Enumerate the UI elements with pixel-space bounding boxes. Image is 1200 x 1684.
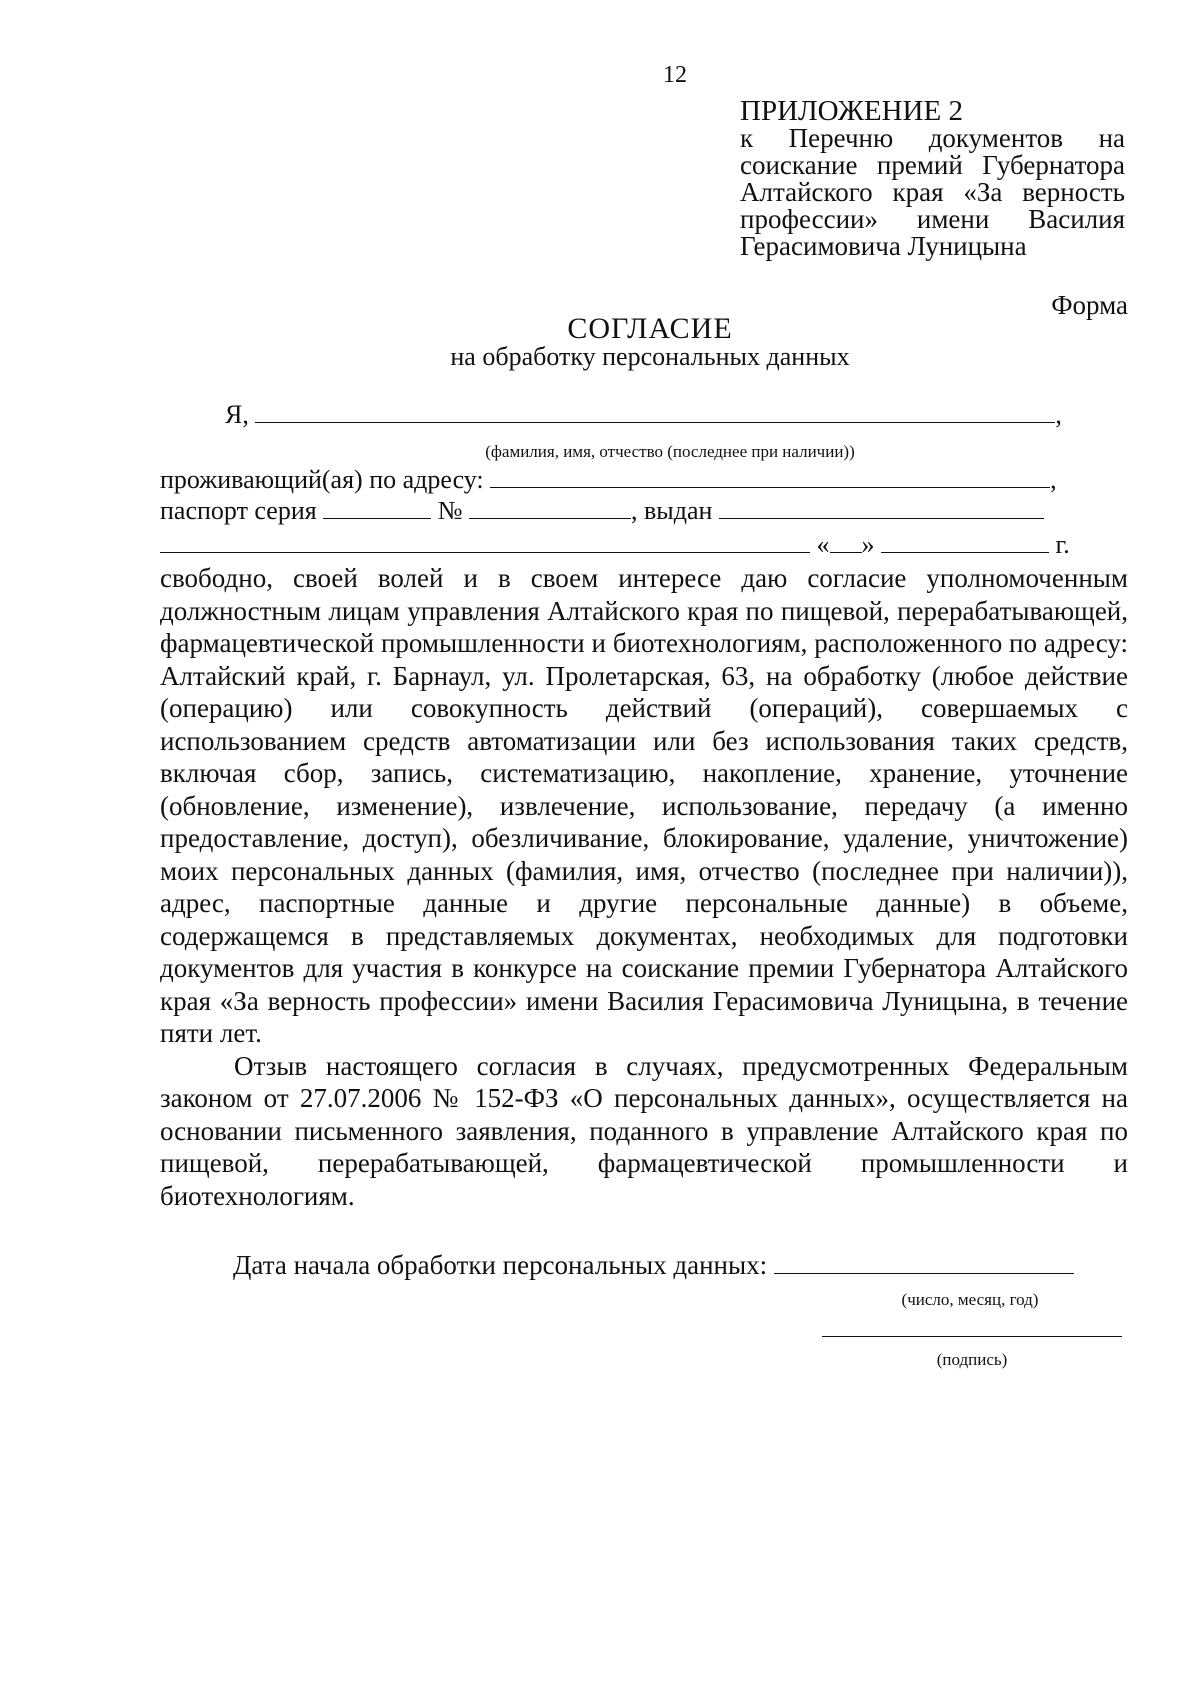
address-comma: , (1050, 465, 1057, 494)
passport-number-label: № (437, 496, 463, 525)
passport-series-label: паспорт серия (160, 496, 317, 525)
fio-hint: (фамилия, имя, отчество (последнее при наличии)) (485, 442, 855, 461)
date-hint: (число, месяц, год) (901, 1290, 1039, 1309)
start-date-line[interactable] (774, 1272, 1074, 1274)
i-label: Я, (225, 400, 249, 429)
appendix-block (740, 95, 1125, 261)
fio-row (225, 400, 1062, 430)
issue-month-year-line[interactable] (881, 551, 1049, 553)
address-label: проживающий(ая) по адресу: (160, 465, 484, 494)
signature-line[interactable] (822, 1336, 1122, 1337)
fio-comma: , (1055, 400, 1062, 429)
passport-number-line[interactable] (469, 517, 631, 519)
passport-row (160, 496, 1044, 526)
address-row (160, 465, 1057, 495)
document-subtitle: на обработку персональных данных (450, 342, 850, 371)
quote-close: » (861, 530, 875, 559)
appendix-text: к Перечню документов на соискание премий Губернатора Алтайского края «За верность профессии» имени Василия Герасимовича Луницына (740, 123, 1125, 261)
issue-day-line[interactable] (830, 551, 862, 553)
document-title: СОГЛАСИЕ (567, 312, 733, 345)
signature-hint: (подпись) (936, 1350, 1008, 1369)
appendix-heading: ПРИЛОЖЕНИЕ 2 (740, 95, 963, 127)
issued-by-line-2[interactable] (160, 551, 810, 553)
start-date-label: Дата начала обработки персональных данных: (233, 1250, 768, 1280)
form-label: Форма (1051, 290, 1128, 320)
fio-line[interactable] (255, 421, 1055, 423)
page-number: 12 (663, 62, 687, 88)
year-suffix: г. (1055, 530, 1070, 559)
body-paragraph-1: свободно, своей волей и в своем интересе даю согласие уполномоченным должностным лицам управления Алтайского края по пищевой, перерабатывающей, фармацевтической промышленности и биотехнологиям, расположенного по адресу: Алтайский край, г. Барнаул, ул. Пролетарская, 63, на обработку (любое действие (операцию) или совокупность действий (операций), совершаемых с использованием средств автоматизации или без использования таких средств, включая сбор, запись, систематизацию, накопление, хранение, уточнение (обновление, изменение), извлечение, использование, передачу (а именно предоставление, доступ), обезличивание, блокирование, удаление, уничтожение) моих персональных данных (фамилия, имя, отчество (последнее при наличии)), адрес, паспортные данные и другие персональные данные) в объеме, содержащемся в представляемых документах, необходимых для подготовки документов для участия в конкурсе на соискание премии Губернатора Алтайского края «За верность профессии» имени Василия Герасимовича Луницына, в течение пяти лет. (160, 563, 1128, 1048)
body-text (160, 562, 1128, 1212)
quote-open: « (816, 530, 830, 559)
issued-by-line[interactable] (719, 517, 1044, 519)
body-paragraph-2: Отзыв настоящего согласия в случаях, предусмотренных Федеральным законом от 27.07.2006 № 152-ФЗ «О персональных данных», осуществляется на основании письменного заявления, поданного в управление Алтайского края по пищевой, перерабатывающей, фармацевтической промышленности и биотехнологиям. (160, 1050, 1128, 1211)
start-date-row (233, 1250, 1074, 1281)
passport-series-line[interactable] (323, 517, 431, 519)
issued-label: , выдан (631, 496, 713, 525)
issue-date-row (160, 530, 1070, 560)
address-line[interactable] (490, 486, 1050, 488)
